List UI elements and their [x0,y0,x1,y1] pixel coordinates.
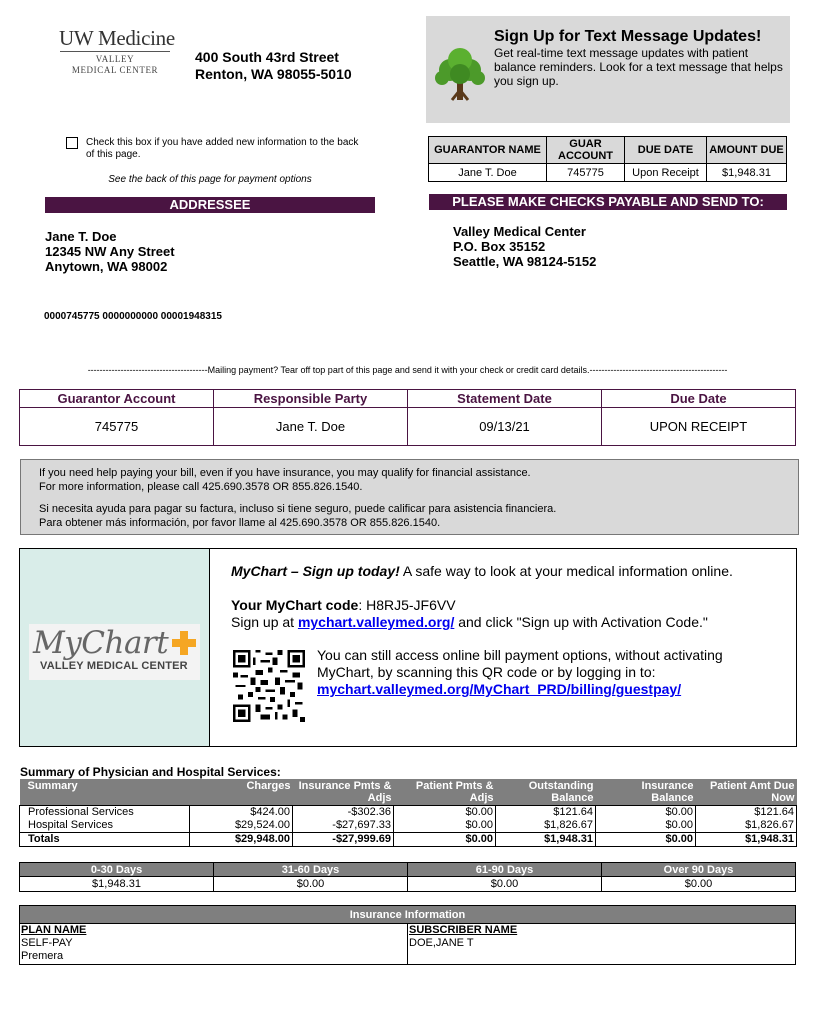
insurance-table [19,905,796,965]
subscriber-name-header: SUBSCRIBER NAME [409,924,518,936]
table-row [20,806,797,820]
patient-amt-due-cell: $1,826.67 [696,819,797,833]
charges-cell: $424.00 [190,806,293,820]
mychart-logo-org: VALLEY MEDICAL CENTER [40,660,188,672]
total-insurance-balance: $0.00 [596,833,696,847]
insurance-balance-col-header: Insurance Balance [596,779,696,806]
outstanding-balance-cell: $1,826.67 [496,819,596,833]
aging-value-row [20,877,796,892]
aging-31-60-header: 31-60 Days [214,863,408,877]
aging-header-row [20,863,796,877]
mychart-access-block [317,647,777,698]
subscriber-cell [408,924,796,965]
signup-after-text: and click "Sign up with Activation Code." [454,614,708,630]
due-date-value: Upon Receipt [625,164,707,182]
due-date-header: DUE DATE [625,137,707,164]
mychart-signup-at-line [231,614,708,630]
mychart-signup-rest: A safe way to look at your medical information online. [399,563,733,579]
outstanding-balance-col-header: Outstanding Balance [496,779,596,806]
tree-icon [432,46,488,102]
mychart-signup-line [231,563,733,579]
guar-account-value: 745775 [547,164,625,182]
hospital-address-line1: 400 South 43rd Street [195,49,339,65]
aging-0-30-value: $1,948.31 [20,877,214,892]
hospital-address-line2: Renton, WA 98055-5010 [195,66,352,82]
aging-0-30-header: 0-30 Days [20,863,214,877]
remit-box: P.O. Box 35152 [453,239,546,254]
totals-row [20,833,797,847]
due-date-value: UPON RECEIPT [602,408,796,446]
addressee-bar: ADDRESSEE [45,197,375,213]
scan-line: 0000745775 0000000000 00001948315 [44,311,222,322]
summary-col-header: Summary [20,779,190,806]
responsible-party-header: Responsible Party [214,390,408,408]
hospital-address [195,49,352,83]
outstanding-balance-cell: $121.64 [496,806,596,820]
amount-due-value: $1,948.31 [707,164,787,182]
checkbox-note: Check this box if you have added new information to the back of this page. [86,137,359,160]
assistance-en-line1: If you need help paying your bill, even if you have insurance, you may qualify for financial assistance. [39,467,531,479]
assistance-es-line1: Si necesita ayuda para pagar su factura, incluso si tiene seguro, puede calificar para asistencia financiera. [39,503,557,515]
due-date-header: Due Date [602,390,796,408]
mychart-code-line [231,597,456,613]
plan-name: SELF-PAY [21,937,73,949]
logo-divider [60,51,170,52]
aging-over-90-value: $0.00 [602,877,796,892]
services-summary-table [19,779,797,847]
guarantor-table-header [429,137,787,164]
guarantor-account-header: Guarantor Account [20,390,214,408]
mychart-access-text: You can still access online bill payment options, without activating MyChart, by scanning this QR code or by logging in to: [317,647,723,680]
patient-pmts-cell: $0.00 [394,806,496,820]
insurance-pmts-cell: -$302.36 [293,806,394,820]
assistance-en-line2: For more information, please call 425.690.3578 OR 855.826.1540. [39,481,363,493]
addressee-name: Jane T. Doe [45,229,117,244]
charges-col-header: Charges [190,779,293,806]
table-row [20,819,797,833]
mychart-code-value: : H8RJ5-JF6VV [358,597,456,613]
guarantor-account-value: 745775 [20,408,214,446]
aging-over-90-header: Over 90 Days [602,863,796,877]
summary-title: Summary of Physician and Hospital Services: [20,765,281,779]
account-summary-header [20,390,796,408]
totals-label: Totals [20,833,190,847]
total-insurance-pmts: -$27,999.69 [293,833,394,847]
plus-icon [171,630,197,656]
addressee-block [45,229,175,274]
aging-61-90-header: 61-90 Days [408,863,602,877]
guarantor-table-row [429,164,787,182]
new-info-checkbox[interactable] [66,137,78,149]
tear-off-line: ----------------------------------------Mailing payment? Tear off top part of this page and send it with your check or credit card details.---------------------------------------------- [87,365,728,375]
mychart-signup-bold: MyChart – Sign up today! [231,563,400,579]
uw-medicine-logo: UW Medicine [59,26,175,50]
insurance-pmts-cell: -$27,697.33 [293,819,394,833]
guar-account-header: GUAR ACCOUNT [547,137,625,164]
services-header-row [20,779,797,806]
logo-sub-line1: VALLEY [95,54,135,64]
remit-name: Valley Medical Center [453,224,586,239]
patient-pmts-col-header: Patient Pmts & Adjs [394,779,496,806]
mychart-code-label: Your MyChart code [231,597,359,613]
mychart-logo-text: MyChart [33,625,169,661]
total-patient-amt-due: $1,948.31 [696,833,797,847]
checks-payable-bar: PLEASE MAKE CHECKS PAYABLE AND SEND TO: [429,194,787,210]
service-label: Hospital Services [20,819,190,833]
aging-31-60-value: $0.00 [214,877,408,892]
qr-code-icon[interactable] [233,650,305,722]
patient-pmts-cell: $0.00 [394,819,496,833]
patient-amt-due-col-header: Patient Amt Due Now [696,779,797,806]
plan-name-header: PLAN NAME [21,924,87,936]
text-signup-body: Get real-time text message updates with patient balance reminders. Look for a text message that helps you sign up. [494,46,783,88]
remit-address-block [453,224,596,269]
account-summary-row [20,408,796,446]
signup-at-text: Sign up at [231,614,298,630]
statement-date-value: 09/13/21 [408,408,602,446]
guarantor-table [428,136,787,182]
insurance-title: Insurance Information [20,906,796,924]
logo-subtitle [60,54,170,76]
insurance-balance-cell: $0.00 [596,819,696,833]
addressee-street: 12345 NW Any Street [45,244,175,259]
responsible-party-value: Jane T. Doe [214,408,408,446]
aging-61-90-value: $0.00 [408,877,602,892]
plan-cell [20,924,408,965]
financial-assistance-box [20,459,799,535]
insurance-balance-cell: $0.00 [596,806,696,820]
total-charges: $29,948.00 [190,833,293,847]
assistance-es-line2: Para obtener más información, por favor llame al 425.690.3578 OR 855.826.1540. [39,517,441,529]
text-signup-title: Sign Up for Text Message Updates! [494,28,762,45]
aging-table [19,862,796,892]
patient-amt-due-cell: $121.64 [696,806,797,820]
guarantor-name-header: GUARANTOR NAME [429,137,547,164]
remit-city: Seattle, WA 98124-5152 [453,254,597,269]
guarantor-name-value: Jane T. Doe [429,164,547,182]
statement-date-header: Statement Date [408,390,602,408]
total-patient-pmts: $0.00 [394,833,496,847]
account-summary-table [19,389,796,446]
insurance-row [20,924,796,965]
logo-sub-line2: MEDICAL CENTER [71,65,159,75]
subscriber-name: DOE,JANE T [409,937,474,949]
guestpay-link[interactable]: mychart.valleymed.org/MyChart_PRD/billing/guestpay/ [317,681,682,697]
plan-name: Premera [21,950,64,962]
amount-due-header: AMOUNT DUE [707,137,787,164]
mychart-signup-link[interactable]: mychart.valleymed.org/ [297,614,455,630]
service-label: Professional Services [20,806,190,820]
see-back-note: See the back of this page for payment options [108,174,312,185]
addressee-city: Anytown, WA 98002 [45,259,168,274]
charges-cell: $29,524.00 [190,819,293,833]
total-outstanding-balance: $1,948.31 [496,833,596,847]
insurance-pmts-col-header: Insurance Pmts & Adjs [293,779,394,806]
